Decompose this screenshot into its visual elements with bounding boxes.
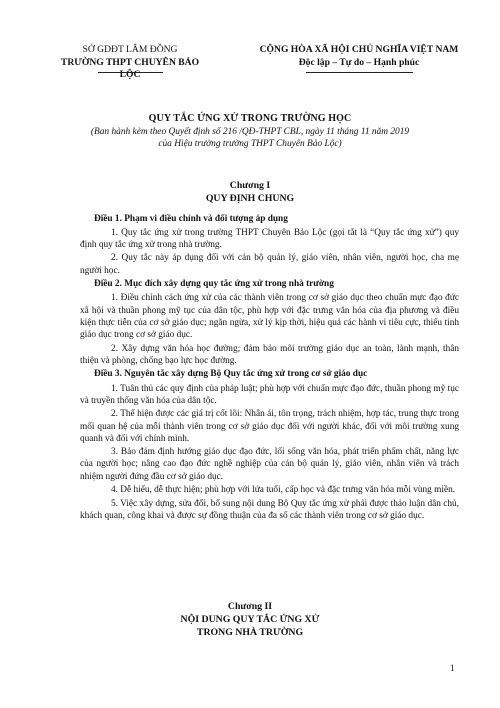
chapter-2-heading bbox=[40, 601, 460, 639]
document-title: QUY TẮC ỨNG XỬ TRONG TRƯỜNG HỌC bbox=[148, 113, 352, 124]
subtitle-line-1: (Ban hành kèm theo Quyết định số 216 /QĐ-THPT CBL, ngày 11 tháng 11 năm 2019 bbox=[90, 127, 410, 137]
document-body bbox=[80, 211, 459, 524]
article-2-paragraph-2: 2. Xây dựng văn hóa học đường; đảm bảo môi trường giáo dục an toàn, lành mạnh, thân thiện và phòng, chống bạo lực học đường. bbox=[80, 343, 459, 366]
header-left-rule bbox=[98, 72, 163, 73]
article-2-paragraph-1: 1. Điều chỉnh cách ứng xử của các thành viên trong cơ sở giáo dục theo chuẩn mực đạo đức xã hội và thuần phong mỹ tục của dân tộc, phù hợp với đặc trưng văn hóa của địa phương và điều kiện thực tiễn của cơ sở giáo dục; ngăn ngừa, xử lý kịp thời, hiệu quả các hành vi tiêu cực, thiếu tính giáo dục trong cơ sở giáo dục. bbox=[80, 293, 459, 340]
article-1-paragraph-2: 2. Quy tắc này áp dụng đối với cán bộ quản lý, giáo viên, nhân viên, người học, cha mẹ người học. bbox=[80, 253, 459, 276]
article-3-paragraph-1: 1. Tuân thủ các quy định của pháp luật; phù hợp với chuẩn mực đạo đức, thuần phong mỹ tục và truyền thống văn hóa của dân tộc. bbox=[80, 383, 459, 406]
chapter-2-number: Chương II bbox=[227, 601, 273, 612]
article-1-heading: Điều 1. Phạm vi điều chỉnh và đối tượng áp dụng bbox=[94, 213, 288, 224]
header-org: SỞ GDĐT LÂM ĐỒNG bbox=[82, 44, 178, 55]
article-2-heading: Điều 2. Mục đích xây dựng quy tắc ứng xử trong nhà trường bbox=[94, 279, 334, 290]
header-right-rule bbox=[306, 72, 413, 73]
article-3-paragraph-3: 3. Bảo đảm định hướng giáo dục đạo đức, lối sống văn hóa, phát triển phẩm chất, năng lực của người học; nâng cao đạo đức nghề nghiệp của cán bộ quản lý, giáo viên, nhân viên và trách nhiệm người đứng đầu cơ sở giáo dục. bbox=[80, 447, 459, 482]
article-3-paragraph-4: 4. Dễ hiểu, dễ thực hiện; phù hợp với lứa tuổi, cấp học và đặc trưng văn hóa mỗi vùng miền. bbox=[111, 485, 456, 496]
page-number: 1 bbox=[450, 664, 455, 674]
header-motto: Độc lập – Tự do – Hạnh phúc bbox=[298, 56, 420, 68]
document-subtitle bbox=[40, 126, 460, 151]
header-left bbox=[50, 44, 210, 82]
article-1-paragraph-1: 1. Quy tắc ứng xử trong trường THPT Chuyên Bảo Lộc (gọi tắt là “Quy tắc ứng xử”) quy định quy tắc ứng xử trong nhà trường. bbox=[80, 227, 459, 250]
chapter-1-heading bbox=[40, 180, 460, 206]
article-3-paragraph-5: 5. Việc xây dựng, sửa đổi, bổ sung nội dung Bộ Quy tắc ứng xử phải được thảo luận dân chủ, khách quan, công khai và được sự đồng thuận của đa số các thành viên trong cơ sở giáo dục. bbox=[80, 498, 459, 522]
subtitle-line-2: của Hiệu trưởng trường THPT Chuyên Bảo Lộc) bbox=[158, 139, 342, 150]
header-right bbox=[246, 44, 472, 69]
chapter-1-name: QUY ĐỊNH CHUNG bbox=[205, 192, 295, 204]
chapter-2-name-line-1: NỘI DUNG QUY TẮC ỨNG XỬ bbox=[180, 613, 320, 625]
article-3-heading: Điều 3. Nguyên tắc xây dựng Bộ Quy tắc ứng xử trong cơ sở giáo dục bbox=[94, 369, 368, 380]
header-school: TRƯỜNG THPT CHUYÊN BẢO LỘC bbox=[60, 56, 200, 80]
header-country: CỘNG HÒA XÃ HỘI CHỦ NGHĨA VIỆT NAM bbox=[259, 44, 459, 55]
article-3-paragraph-2: 2. Thể hiện được các giá trị cốt lõi: Nhân ái, tôn trọng, trách nhiệm, hợp tác, trung thực trong mối quan hệ của mỗi thành viên trong cơ sở giáo dục đối với người khác, đối với môi trường xung quanh và đối với chính mình. bbox=[80, 409, 459, 444]
chapter-2-name-line-2: TRONG NHÀ TRƯỜNG bbox=[196, 626, 304, 638]
chapter-1-number: Chương I bbox=[229, 180, 271, 191]
